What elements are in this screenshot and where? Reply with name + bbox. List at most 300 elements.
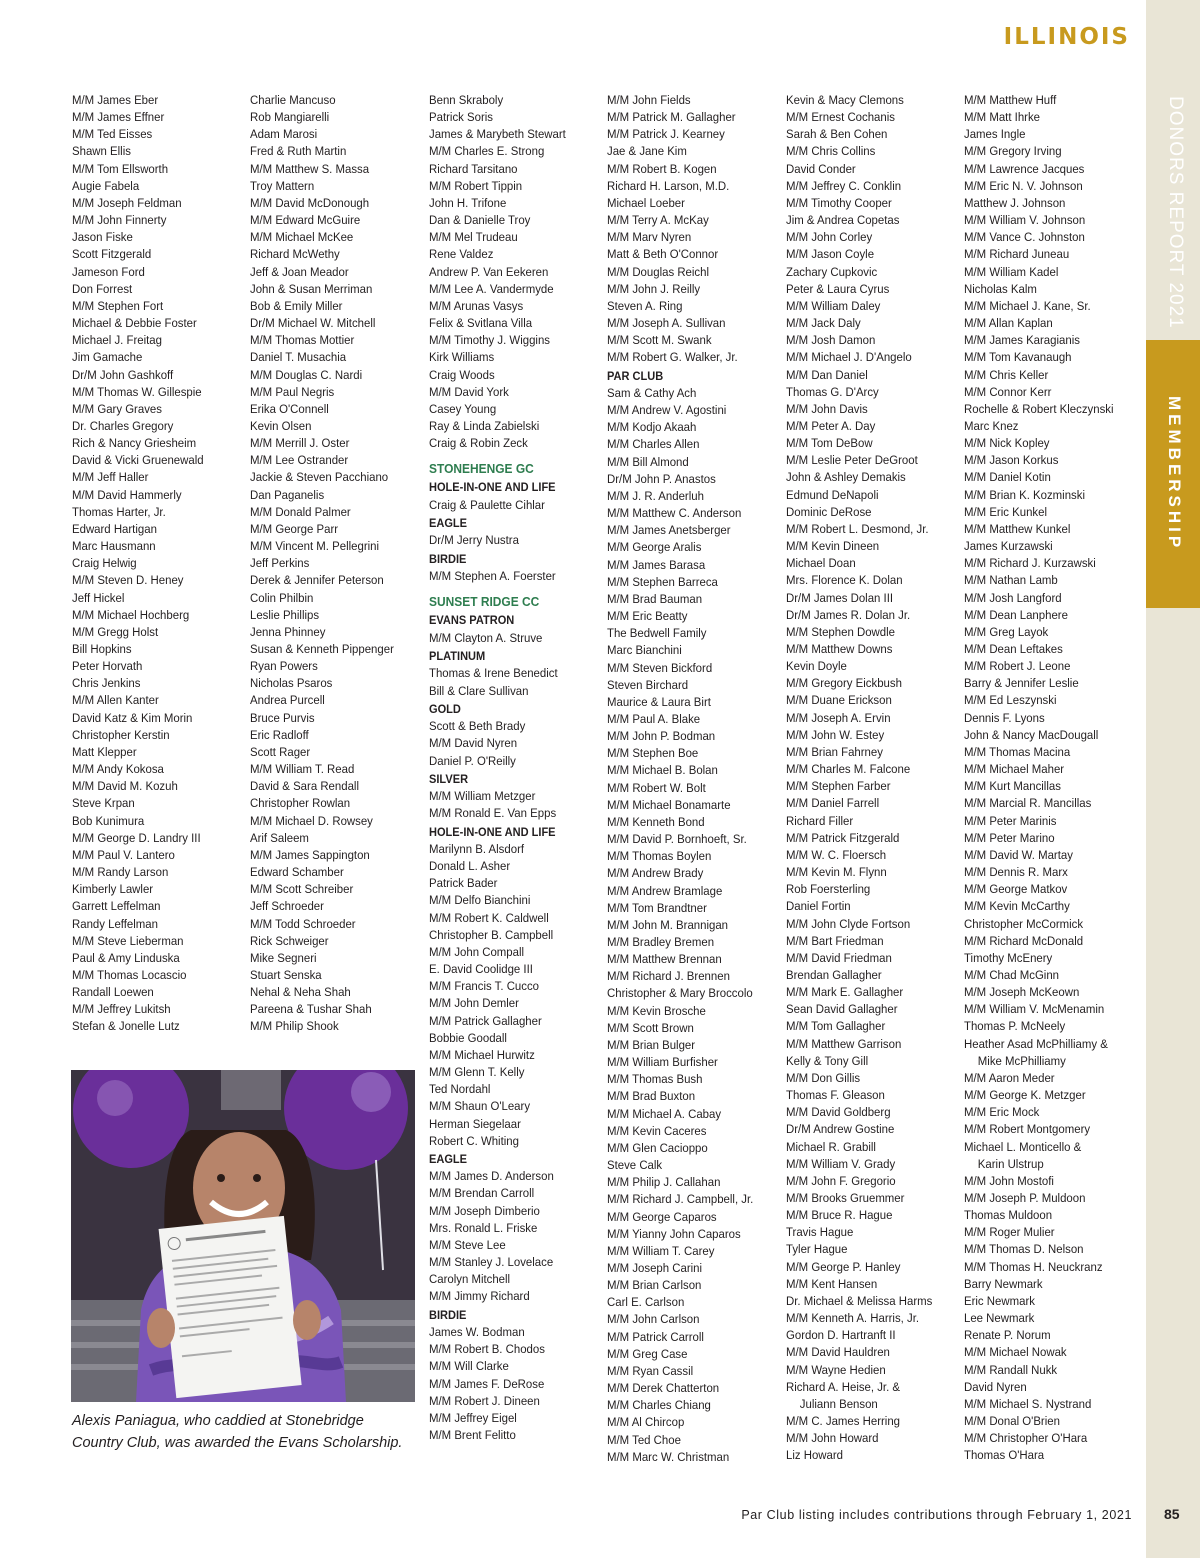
donor-name: M/M Brendan Carroll (429, 1186, 535, 1201)
donor-name: M/M Matthew Kunkel (964, 521, 1071, 536)
donor-name: M/M David W. Martay (964, 847, 1073, 862)
donor-name: Ryan Powers (250, 659, 318, 674)
donor-name: David & Vicki Gruenewald (72, 453, 204, 468)
donor-name: M/M Peter Marinis (964, 813, 1057, 828)
donor-name: M/M James Sappington (250, 847, 370, 862)
donor-name: M/M John J. Reilly (607, 281, 701, 296)
donor-name: M/M Merrill J. Oster (250, 436, 350, 451)
donor-name: Kimberly Lawler (72, 882, 154, 897)
donor-name: M/M John Clyde Fortson (786, 916, 911, 931)
donor-name: M/M Timothy J. Wiggins (429, 333, 550, 348)
donor-name: M/M Thomas Macina (964, 744, 1071, 759)
donor-name: M/M Shaun O'Leary (429, 1099, 531, 1114)
donor-name: M/M Michael Hurwitz (429, 1047, 535, 1062)
donor-name: Troy Mattern (250, 178, 315, 193)
donor-name: M/M Donal O'Brien (964, 1414, 1060, 1429)
footer-note: Par Club listing includes contributions through February 1, 2021 (741, 1508, 1132, 1522)
donor-name: Mrs. Ronald L. Friske (429, 1220, 538, 1235)
donor-name: M/M William T. Read (250, 762, 355, 777)
donor-name: M/M Eric N. V. Johnson (964, 178, 1083, 193)
donor-name: M/M Paul Negris (250, 384, 335, 399)
donor-name: M/M Kevin McCarthy (964, 899, 1070, 914)
donor-name: M/M Michael S. Nystrand (964, 1396, 1092, 1411)
donor-name: M/M Jack Daly (786, 316, 861, 331)
donor-name: Nehal & Neha Shah (250, 985, 351, 1000)
donor-name: Michael Doan (786, 556, 856, 571)
section-title-vertical: MEMBERSHIP (1165, 396, 1184, 552)
donor-name: M/M Kevin Brosche (607, 1003, 706, 1018)
donor-name: M/M Stephen Fort (72, 298, 164, 313)
donor-name: M/M Gregg Holst (72, 624, 159, 639)
donor-name: M/M Richard Juneau (964, 247, 1070, 262)
donor-column-3 (429, 92, 605, 1444)
donor-name: Sean David Gallagher (786, 1002, 898, 1017)
donor-name: Liz Howard (786, 1448, 844, 1463)
donor-name: M/M Stephen Dowdle (786, 624, 895, 639)
donor-name: Colin Philbin (250, 590, 314, 605)
giving-level-heading: GOLD (429, 701, 461, 716)
donor-name: M/M Bill Almond (607, 454, 689, 469)
donor-name: M/M Daniel Kotin (964, 470, 1051, 485)
donor-name: Bill & Clare Sullivan (429, 683, 529, 698)
donor-name: M/M Thomas Boylen (607, 849, 712, 864)
donor-name: M/M Philip J. Callahan (607, 1175, 721, 1190)
donor-name: James Kurzawski (964, 539, 1053, 554)
donor-name: Marilynn B. Alsdorf (429, 842, 525, 856)
donor-name: M/M Terry A. McKay (607, 213, 709, 228)
donor-name: M/M William V. Johnson (964, 213, 1086, 228)
donor-name: Steven A. Ring (607, 298, 683, 313)
donor-name: M/M Daniel Farrell (786, 796, 880, 811)
donor-name: M/M W. C. Floersch (786, 847, 887, 862)
donor-name: M/M Eric Kunkel (964, 504, 1047, 519)
donor-name: M/M Robert Tippin (429, 178, 523, 193)
donor-name: M/M Patrick J. Kearney (607, 127, 725, 142)
donor-name: M/M Al Chircop (607, 1415, 685, 1430)
donor-name: M/M Marc W. Christman (607, 1449, 730, 1464)
donor-name: Gordon D. Hartranft II (786, 1328, 896, 1343)
report-title-vertical: DONORS REPORT 2021 (1165, 96, 1186, 329)
giving-level-heading: EAGLE (429, 1151, 468, 1166)
donor-name: M/M John F. Gregorio (786, 1173, 896, 1188)
donor-name: M/M Allan Kaplan (964, 316, 1053, 331)
donor-name: M/M Greg Case (607, 1346, 688, 1361)
donor-name: M/M Mel Trudeau (429, 230, 518, 245)
donor-name: M/M Jeffrey C. Conklin (786, 178, 902, 193)
donor-name: M/M William Metzger (429, 789, 536, 804)
donor-name: M/M William V. McMenamin (964, 1002, 1105, 1017)
donor-name: Jason Fiske (72, 230, 133, 245)
donor-name: M/M Robert B. Kogen (607, 161, 717, 176)
donor-name: M/M Lee A. Vandermyde (429, 281, 554, 296)
donor-name: M/M William T. Carey (607, 1243, 715, 1258)
donor-name: Juliann Benson (799, 1396, 878, 1411)
donor-name: M/M Delfo Bianchini (429, 893, 531, 908)
donor-name: Dr/M Andrew Gostine (786, 1122, 895, 1137)
donor-name: M/M George Caparos (607, 1209, 717, 1224)
donor-name: Christopher Kerstin (72, 727, 170, 742)
donor-name: M/M Andrew Bramlage (607, 883, 723, 898)
donor-name: M/M James Karagianis (964, 333, 1080, 348)
donor-name: Patrick Soris (429, 110, 493, 125)
donor-name: Dan & Danielle Troy (429, 213, 531, 228)
donor-name: Rick Schweiger (250, 933, 329, 948)
donor-name: M/M Joseph A. Sullivan (607, 316, 726, 331)
donor-name: M/M Douglas Reichl (607, 264, 710, 279)
donor-name: M/M Kevin Caceres (607, 1123, 707, 1138)
donor-name: Randy Leffelman (72, 916, 158, 931)
donor-name: M/M John Howard (786, 1431, 879, 1446)
donor-name: M/M Ronald E. Van Epps (429, 806, 557, 821)
donor-name: M/M Stephen A. Foerster (429, 569, 556, 584)
donor-name: M/M Paul V. Lantero (72, 847, 175, 862)
donor-name: Leslie Phillips (250, 607, 320, 622)
donor-name: M/M Lee Ostrander (250, 453, 349, 468)
donor-name: Mrs. Florence K. Dolan (786, 573, 903, 588)
donor-column-5 (786, 92, 962, 1465)
donor-name: M/M Robert J. Dineen (429, 1393, 540, 1408)
donor-name: Craig & Paulette Cihlar (429, 497, 545, 512)
donor-name: Kelly & Tony Gill (786, 1053, 869, 1068)
donor-name: M/M Ed Leszynski (964, 693, 1057, 708)
donor-name: Erika O'Connell (250, 401, 329, 416)
donor-name: Michael R. Grabill (786, 1139, 876, 1154)
donor-name: Lee Newmark (964, 1311, 1035, 1326)
donor-name: Dennis F. Lyons (964, 710, 1045, 725)
donor-name: M/M Wayne Hedien (786, 1362, 886, 1377)
donor-name: Don Forrest (72, 281, 133, 296)
donor-name: Thomas G. D'Arcy (786, 384, 879, 399)
donor-name: Daniel T. Musachia (250, 350, 347, 365)
donor-name: Randall Loewen (72, 985, 154, 1000)
donor-name: M/M Philip Shook (250, 1019, 339, 1034)
donor-name: M/M Roger Mulier (964, 1225, 1055, 1240)
donor-name: M/M Robert Montgomery (964, 1122, 1091, 1137)
donor-name: Nicholas Kalm (964, 281, 1037, 296)
donor-name: Susan & Kenneth Pippenger (250, 642, 394, 656)
donor-name: M/M Scott Schreiber (250, 882, 354, 897)
donor-name: M/M David M. Kozuh (72, 779, 178, 794)
donor-name: M/M Peter Marino (964, 830, 1055, 845)
donor-name: Bob & Emily Miller (250, 298, 343, 313)
donor-name: Brendan Gallagher (786, 967, 882, 982)
donor-name: M/M Robert L. Desmond, Jr. (786, 521, 929, 536)
donor-name: Bobbie Goodall (429, 1030, 507, 1045)
donor-name: Daniel P. O'Reilly (429, 753, 516, 768)
side-rail-bottom (1146, 608, 1200, 1558)
donor-name: M/M John Finnerty (72, 213, 167, 228)
donor-name: James W. Bodman (429, 1325, 525, 1340)
donor-name: M/M Brian Carlson (607, 1278, 702, 1293)
donor-name: M/M Richard J. Kurzawski (964, 556, 1096, 571)
donor-name: David Katz & Kim Morin (72, 710, 193, 725)
donor-name: M/M James Effner (72, 110, 165, 125)
donor-name: M/M Matthew Garrison (786, 1036, 902, 1051)
donor-name: Felix & Svitlana Villa (429, 316, 533, 331)
donor-name: M/M Bruce R. Hague (786, 1208, 893, 1223)
donor-name: Dan Paganelis (250, 487, 325, 502)
donor-name: M/M John P. Bodman (607, 729, 716, 744)
donor-name: M/M John Corley (786, 230, 873, 245)
donor-name: M/M Kenneth A. Harris, Jr. (786, 1311, 920, 1326)
donor-name: Dr/M Jerry Nustra (429, 533, 519, 548)
donor-name: M/M John W. Estey (786, 727, 885, 742)
donor-name: Adam Marosi (250, 127, 318, 142)
donor-name: M/M Matthew Brennan (607, 952, 722, 967)
donor-name: Garrett Leffelman (72, 899, 161, 914)
donor-name: M/M Chris Keller (964, 367, 1049, 382)
donor-column-6 (964, 92, 1140, 1465)
donor-name: Jae & Jane Kim (607, 144, 687, 159)
donor-name: Peter & Laura Cyrus (786, 281, 890, 296)
donor-name: M/M Todd Schroeder (250, 916, 356, 931)
donor-name: David Nyren (964, 1379, 1027, 1394)
donor-name: Nicholas Psaros (250, 676, 333, 691)
donor-name: M/M Andrew Brady (607, 866, 704, 881)
donor-name: M/M Yianny John Caparos (607, 1226, 741, 1241)
donor-name: M/M John Demler (429, 996, 519, 1011)
donor-name: M/M William Burfisher (607, 1055, 718, 1070)
donor-name: Michael & Debbie Foster (72, 316, 197, 331)
donor-name: M/M Stephen Boe (607, 746, 699, 761)
donor-name: M/M Jason Korkus (964, 453, 1059, 468)
donor-name: M/M Kurt Mancillas (964, 779, 1061, 794)
donor-name: M/M Vincent M. Pellegrini (250, 539, 380, 554)
donor-name: M/M Tom Brandtner (607, 900, 707, 915)
giving-level-heading: HOLE-IN-ONE AND LIFE (429, 824, 556, 839)
donor-name: Donald L. Asher (429, 859, 511, 874)
donor-name: Renate P. Norum (964, 1328, 1051, 1343)
donor-name: M/M Douglas C. Nardi (250, 367, 363, 382)
donor-name: M/M Brian Fahrney (786, 744, 883, 759)
giving-level-heading: EAGLE (429, 515, 468, 530)
donor-name: Patrick Bader (429, 876, 498, 891)
donor-name: M/M Josh Damon (786, 333, 876, 348)
donor-name: M/M Scott Brown (607, 1020, 694, 1035)
donor-name: Sarah & Ben Cohen (786, 127, 888, 142)
donor-name: M/M Chris Collins (786, 144, 876, 159)
donor-name: M/M William Daley (786, 298, 881, 313)
donor-name: Bill Hopkins (72, 642, 132, 656)
donor-name: M/M George Matkov (964, 882, 1068, 897)
donor-name: M/M Charles M. Falcone (786, 762, 911, 777)
donor-name: M/M Matthew Downs (786, 642, 893, 656)
donor-name: M/M Timothy Cooper (786, 195, 892, 210)
donor-name: Pareena & Tushar Shah (250, 1002, 372, 1017)
donor-name: M/M Charles E. Strong (429, 144, 545, 159)
donor-name: M/M Joseph Feldman (72, 195, 182, 210)
donor-name: Stuart Senska (250, 967, 322, 982)
donor-name: M/M Jimmy Richard (429, 1289, 530, 1304)
donor-name: M/M Jason Coyle (786, 247, 875, 262)
donor-name: Bruce Purvis (250, 710, 315, 725)
donor-name: Peter Horvath (72, 659, 143, 674)
donor-name: Thomas O'Hara (964, 1448, 1045, 1463)
donor-name: M/M David P. Bornhoeft, Sr. (607, 832, 747, 847)
giving-level-heading: BIRDIE (429, 1307, 467, 1322)
donor-name: M/M Steve Lee (429, 1237, 506, 1252)
donor-name: Jeff & Joan Meador (250, 264, 349, 279)
donor-name: M/M David Friedman (786, 950, 892, 965)
donor-name: Michael L. Monticello & (964, 1139, 1082, 1154)
donor-name: M/M Thomas Mottier (250, 333, 355, 348)
donor-name: Matt & Beth O'Connor (607, 247, 719, 262)
donor-name: M/M Eric Beatty (607, 609, 688, 624)
donor-name: James & Marybeth Stewart (429, 127, 566, 142)
donor-name: Thomas P. McNeely (964, 1019, 1066, 1034)
donor-name: Augie Fabela (72, 178, 140, 193)
donor-name: M/M James F. DeRose (429, 1376, 545, 1391)
donor-name: Jackie & Steven Pacchiano (250, 470, 389, 485)
donor-name: M/M Leslie Peter DeGroot (786, 453, 918, 468)
donor-name: M/M John Davis (786, 401, 868, 416)
donor-name: M/M Robert K. Caldwell (429, 910, 549, 925)
donor-name: M/M John Carlson (607, 1312, 700, 1327)
donor-name: John & Nancy MacDougall (964, 727, 1099, 742)
donor-name: M/M C. James Herring (786, 1414, 901, 1429)
club-heading: STONEHENGE GC (429, 461, 534, 477)
donor-name: Chris Jenkins (72, 676, 141, 691)
donor-name: Mike McPhilliamy (977, 1053, 1066, 1068)
donor-name: Edward Schamber (250, 865, 344, 880)
donor-name: Christopher Rowlan (250, 796, 351, 811)
donor-name: M/M Francis T. Cucco (429, 979, 540, 994)
donor-name: Travis Hague (786, 1225, 854, 1240)
donor-name: Zachary Cupkovic (786, 264, 878, 279)
donor-name: Kevin Olsen (250, 418, 312, 433)
donor-name: Shawn Ellis (72, 144, 131, 159)
donor-name: Eric Radloff (250, 727, 309, 742)
donor-name: M/M Gregory Eickbush (786, 676, 902, 691)
donor-column-4 (607, 92, 783, 1466)
donor-name: Eric Newmark (964, 1293, 1035, 1308)
donor-name: M/M Nathan Lamb (964, 573, 1058, 588)
donor-name: Michael J. Freitag (72, 333, 162, 348)
donor-name: M/M Duane Erickson (786, 693, 892, 708)
donor-name: M/M Marcial R. Mancillas (964, 796, 1092, 811)
donor-name: Fred & Ruth Martin (250, 144, 347, 159)
donor-name: M/M Tom Kavanaugh (964, 350, 1072, 365)
donor-name: Marc Knez (964, 418, 1019, 433)
donor-name: M/M Aaron Meder (964, 1070, 1055, 1085)
donor-name: M/M Clayton A. Struve (429, 630, 543, 645)
donor-name: M/M Brad Buxton (607, 1089, 696, 1104)
donor-name: Matthew J. Johnson (964, 195, 1066, 210)
donor-name: M/M George K. Metzger (964, 1088, 1086, 1103)
donor-name: M/M George P. Hanley (786, 1259, 901, 1274)
donor-name: M/M Dean Leftakes (964, 642, 1063, 656)
donor-name: E. David Coolidge III (429, 962, 533, 977)
giving-level-heading: SILVER (429, 771, 469, 786)
donor-name: M/M Richard J. Brennen (607, 969, 730, 984)
donor-name: M/M Michael Nowak (964, 1345, 1067, 1360)
donor-name: M/M Jeff Haller (72, 470, 149, 485)
donor-name: M/M Don Gillis (786, 1070, 861, 1085)
donor-name: Richard McWethy (250, 247, 340, 262)
donor-name: Andrea Purcell (250, 693, 325, 708)
donor-name: M/M Joseph McKeown (964, 985, 1080, 1000)
donor-name: M/M Allen Kanter (72, 693, 159, 708)
donor-name: M/M Michael McKee (250, 230, 354, 245)
donor-name: M/M Peter A. Day (786, 418, 876, 433)
donor-name: M/M Charles Chiang (607, 1398, 711, 1413)
donor-name: M/M Andy Kokosa (72, 762, 164, 777)
donor-name: Marc Bianchini (607, 643, 682, 658)
donor-name: Carolyn Mitchell (429, 1272, 511, 1287)
donor-name: Dr/M Michael W. Mitchell (250, 316, 376, 331)
donor-name: Ray & Linda Zabielski (429, 418, 540, 433)
donor-name: Robert C. Whiting (429, 1133, 519, 1148)
donor-name: M/M William Kadel (964, 264, 1059, 279)
donor-name: M/M Ted Eisses (72, 127, 153, 142)
donor-name: M/M William V. Grady (786, 1156, 896, 1171)
donor-name: M/M Jeffrey Eigel (429, 1410, 517, 1425)
donor-name: Steve Calk (607, 1158, 663, 1173)
donor-name: David & Sara Rendall (250, 779, 359, 794)
donor-name: Michael Loeber (607, 195, 685, 210)
donor-name: M/M Arunas Vasys (429, 298, 524, 313)
donor-name: M/M David Hammerly (72, 487, 182, 502)
donor-name: M/M Michael J. Kane, Sr. (964, 298, 1091, 313)
donor-name: Carl E. Carlson (607, 1295, 685, 1310)
donor-name: M/M Joseph P. Muldoon (964, 1191, 1086, 1205)
donor-name: Steven Birchard (607, 677, 689, 692)
donor-name: Charlie Mancuso (250, 93, 336, 107)
donor-name: M/M Vance C. Johnston (964, 230, 1085, 245)
donor-name: M/M Thomas Bush (607, 1072, 703, 1087)
donor-name: M/M Steven D. Heney (72, 573, 184, 588)
donor-name: M/M David McDonough (250, 195, 370, 210)
donor-name: Barry Newmark (964, 1276, 1043, 1291)
donor-name: Dominic DeRose (786, 504, 872, 519)
donor-name: M/M Mark E. Gallagher (786, 985, 904, 1000)
donor-name: Heather Asad McPhilliamy & (964, 1036, 1108, 1051)
donor-name: M/M Robert G. Walker, Jr. (607, 350, 738, 365)
donor-name: David Conder (786, 161, 856, 176)
donor-name: M/M Derek Chatterton (607, 1381, 720, 1396)
donor-name: M/M John Compall (429, 944, 525, 959)
donor-name: Maurice & Laura Birt (607, 694, 711, 709)
donor-name: M/M David Goldberg (786, 1105, 891, 1120)
donor-name: M/M Gary Graves (72, 401, 162, 416)
donor-name: M/M Josh Langford (964, 590, 1062, 605)
donor-name: Kevin Doyle (786, 659, 847, 674)
donor-name: Kirk Williams (429, 350, 495, 365)
donor-name: Scott & Beth Brady (429, 719, 526, 734)
donor-name: M/M Michael A. Cabay (607, 1106, 722, 1121)
donor-name: M/M Michael D. Rowsey (250, 813, 373, 828)
donor-name: M/M Brooks Gruemmer (786, 1191, 905, 1205)
donor-name: M/M James Barasa (607, 557, 706, 572)
donor-name: Arif Saleem (250, 830, 309, 845)
donor-name: M/M Bart Friedman (786, 933, 884, 948)
donor-name: M/M Kodjo Akaah (607, 420, 697, 435)
donor-name: M/M Kent Hansen (786, 1276, 878, 1291)
donor-name: M/M Patrick Carroll (607, 1329, 704, 1344)
donor-name: Jeff Hickel (72, 590, 125, 605)
donor-name: M/M Lawrence Jacques (964, 161, 1085, 176)
donor-name: Bob Kunimura (72, 813, 145, 828)
donor-name: M/M Richard J. Campbell, Jr. (607, 1192, 754, 1207)
donor-name: M/M Joseph Carini (607, 1260, 703, 1275)
donor-name: M/M George Aralis (607, 540, 702, 555)
donor-name: John & Susan Merriman (250, 281, 373, 296)
donor-name: Richard H. Larson, M.D. (607, 178, 730, 193)
donor-name: Thomas F. Gleason (786, 1088, 885, 1103)
donor-name: M/M Richard McDonald (964, 933, 1084, 948)
donor-name: M/M Brent Felitto (429, 1428, 516, 1442)
donor-name: M/M Glen Cacioppo (607, 1140, 708, 1155)
